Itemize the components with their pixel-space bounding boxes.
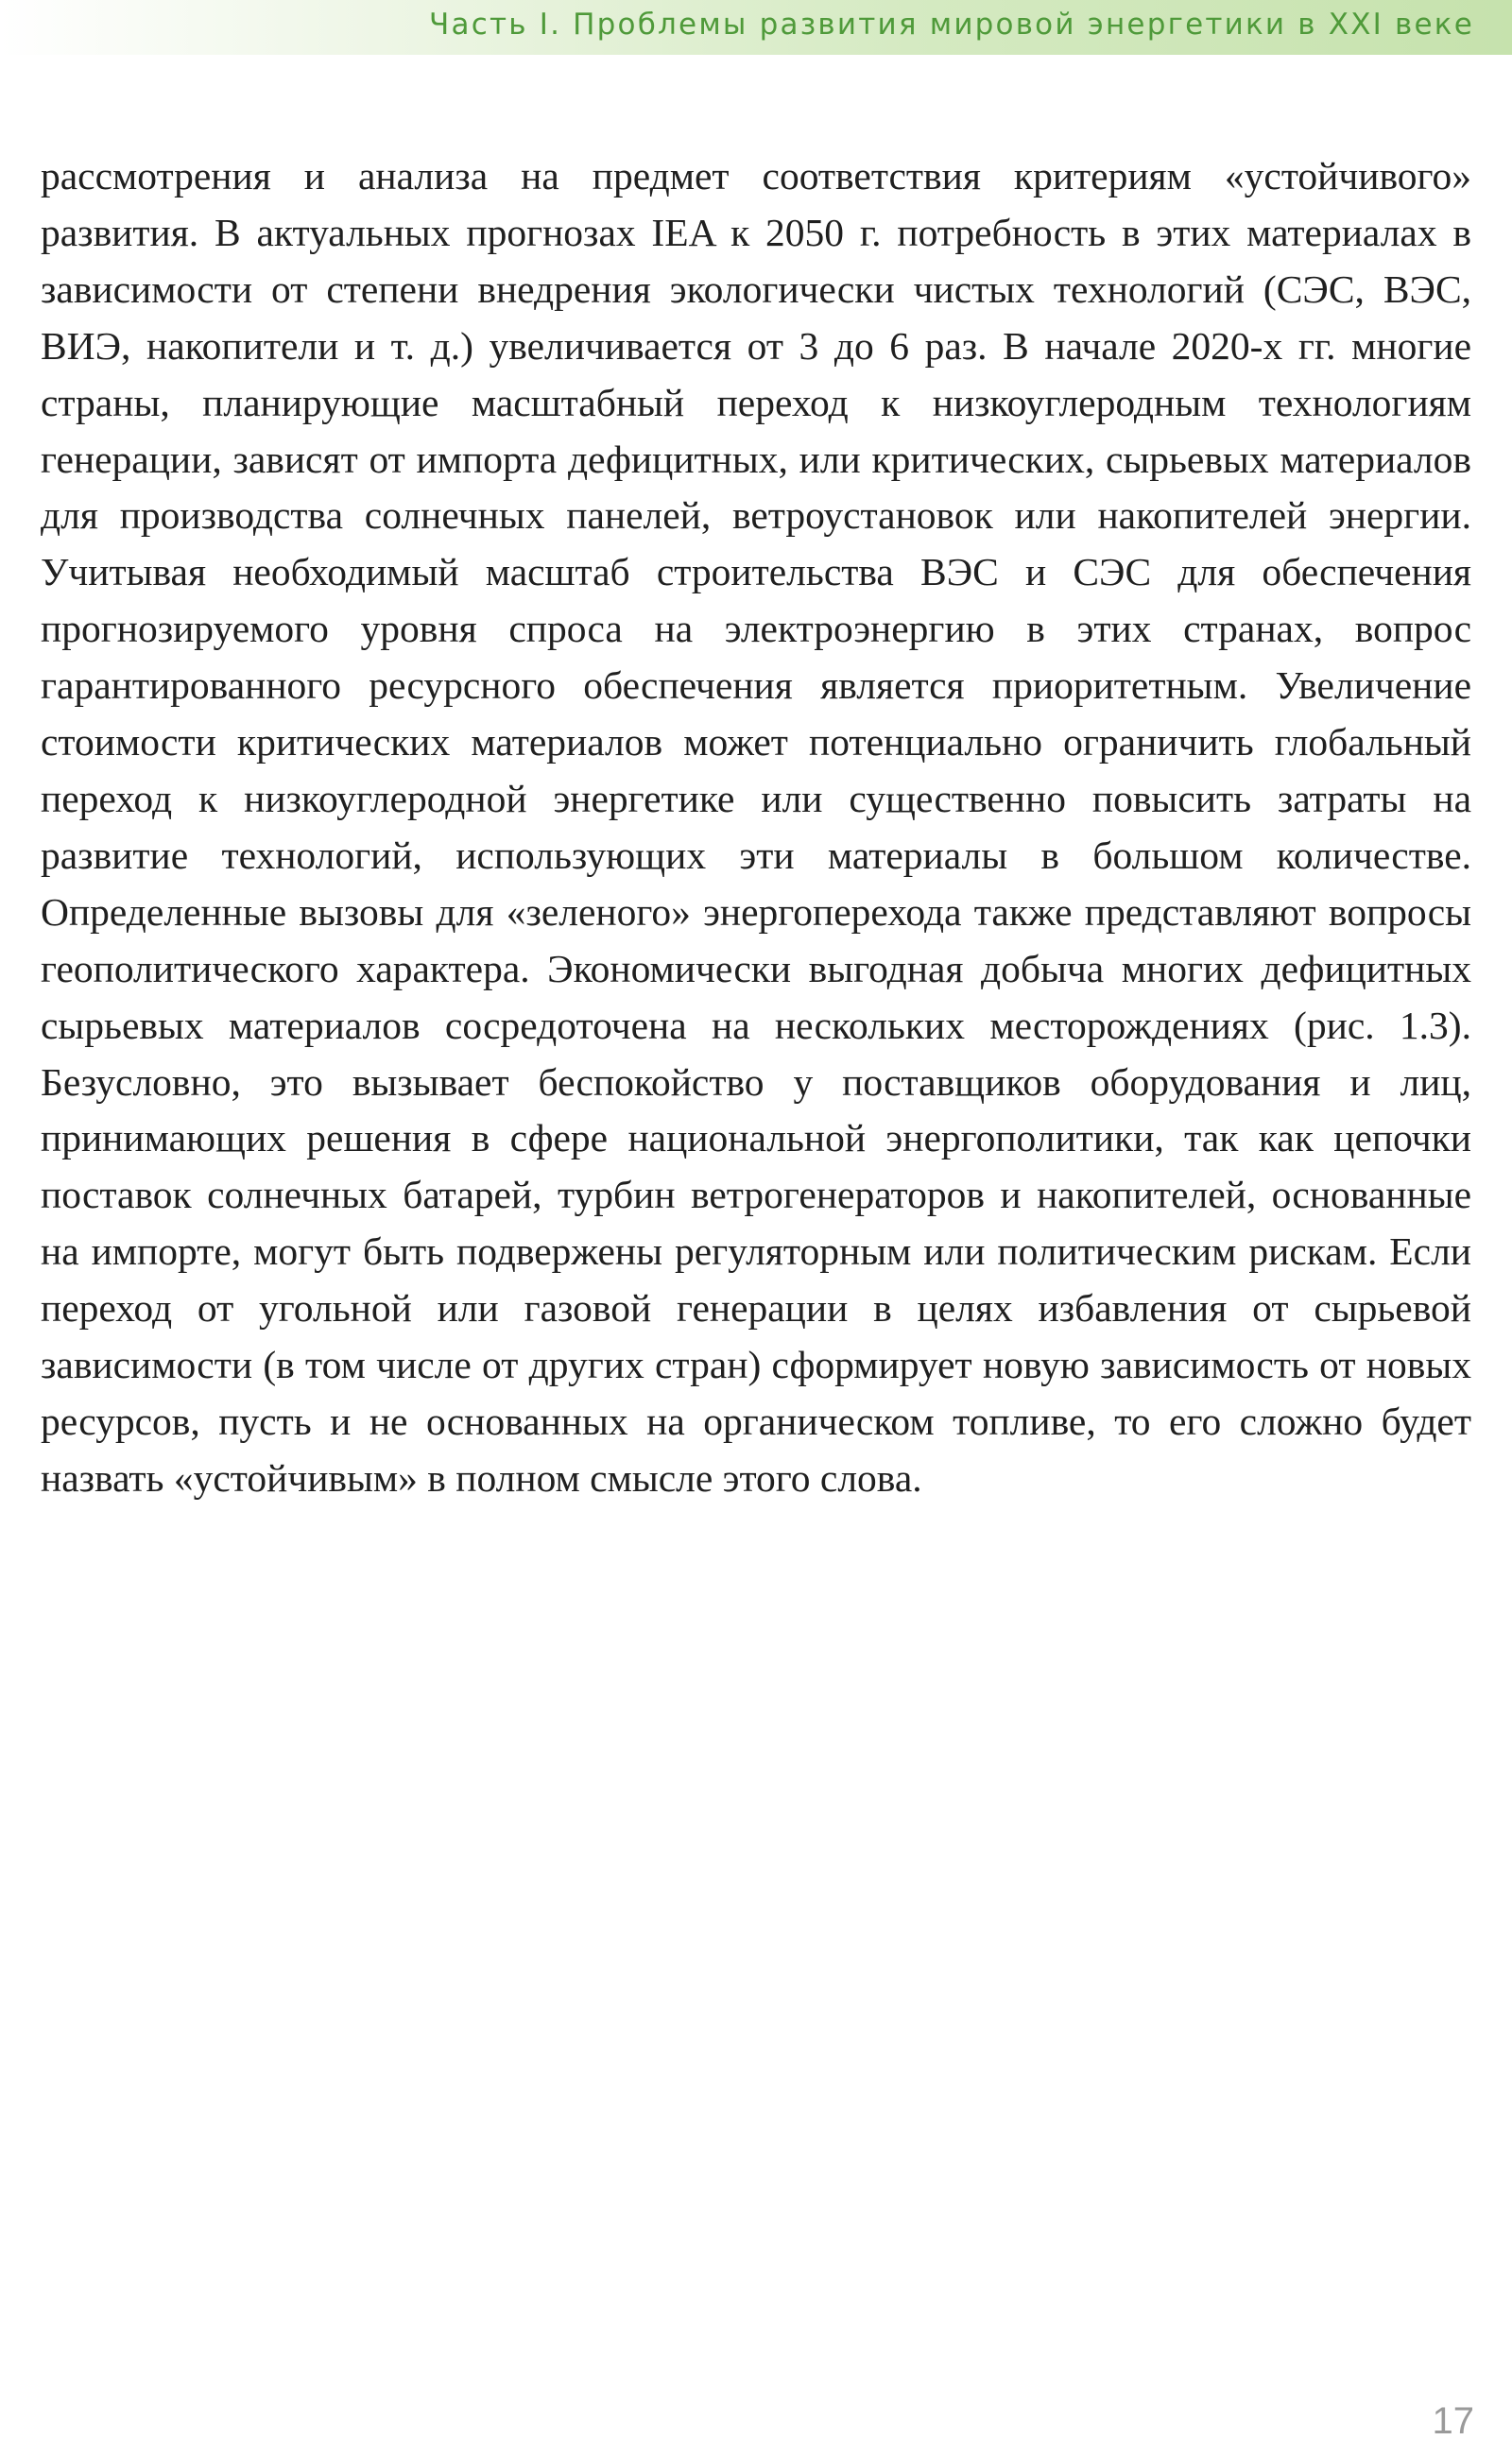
running-header — [0, 0, 1512, 55]
running-title: Часть I. Проблемы развития мировой энергетики в XXI веке — [429, 8, 1474, 42]
page-number: 17 — [1432, 2400, 1474, 2442]
body-paragraph: рассмотрения и анализа на предмет соответствия критериям «устойчивого» развития. В актуальных прогнозах IEA к 2050 г. потребность в этих материалах в зависимости от степени внедрения экологически чистых технологий (СЭС, ВЭС, ВИЭ, накопители и т. д.) увеличивается от 3 до 6 раз. В начале 2020-х гг. многие страны, планирующие масштабный переход к низкоуглеродным технологиям генерации, зависят от импорта дефицитных, или критических, сырьевых материалов для производства солнечных панелей, ветроустановок или накопителей энергии. Учитывая необходимый масштаб строительства ВЭС и СЭС для обеспечения прогнозируемого уровня спроса на электроэнергию в этих странах, вопрос гарантированного ресурсного обеспечения является приоритетным. Увеличение стоимости критических материалов может потенциально ограничить глобальный переход к низкоуглеродной энергетике или существенно повысить затраты на развитие технологий, использующих эти материалы в большом количестве. Определенные вызовы для «зеленого» энергоперехода также представляют вопросы геополитического характера. Экономически выгодная добыча многих дефицитных сырьевых материалов сосредоточена на нескольких месторождениях (рис. 1.3). Безусловно, это вызывает беспокойство у поставщиков оборудования и лиц, принимающих решения в сфере национальной энергополитики, так как цепочки поставок солнечных батарей, турбин ветрогенераторов и накопителей, основанные на импорте, могут быть подвержены регуляторным или политическим рискам. Если переход от угольной или газовой генерации в целях избавления от сырьевой зависимости (в том числе от других стран) сформирует новую зависимость от новых ресурсов, пусть и не основанных на органическом топливе, то его сложно будет назвать «устойчивым» в полном смысле этого слова. — [41, 154, 1471, 1500]
